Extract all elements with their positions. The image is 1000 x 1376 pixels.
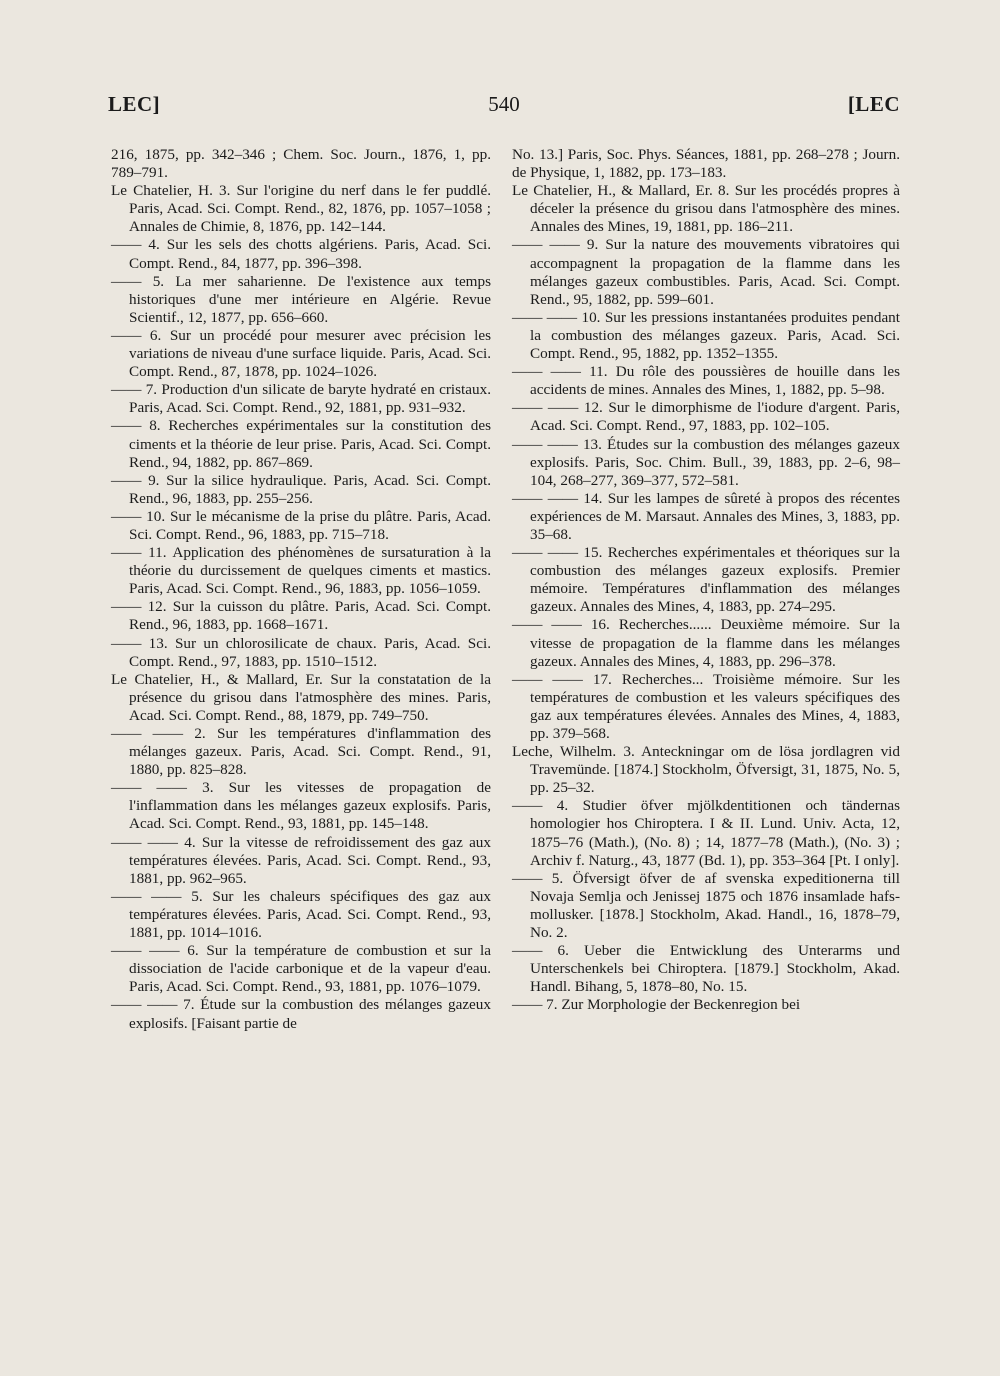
- bibliography-entry: —— 6. Sur un procédé pour mesurer avec précision les variations de niveau d'une surface liquide. Paris, Acad. Sci. Compt. Rend., 87, 1878, pp. 1024–1026.: [111, 326, 491, 381]
- bibliography-entry: —— —— 2. Sur les températures d'inflammation des mélanges gazeux. Paris, Acad. Sci. Compt. Rend., 91, 1880, pp. 825–828.: [111, 725, 491, 779]
- bibliography-entry: —— —— 14. Sur les lampes de sûreté à propos des récentes expériences de M. Marsaut. Annales des Mines, 3, 1883, pp. 35–68.: [512, 489, 900, 543]
- bibliography-entry: —— —— 3. Sur les vitesses de propagation de l'inflammation dans les mélanges gazeux explosifs. Paris, Acad. Sci. Compt. Rend., 93, 1881, pp. 145–148.: [111, 779, 491, 833]
- bibliography-entry: —— —— 11. Du rôle des poussières de houille dans les accidents de mines. Annales des Mines, 1, 1882, pp. 5–98.: [512, 363, 900, 399]
- bibliography-entry: —— —— 17. Recherches... Troisième mémoire. Sur les températures de combustion et les valeurs spécifiques des gaz aux températures élevées. Annales des Mines, 4, 1883, pp. 379–568.: [512, 670, 900, 742]
- bibliography-entry: —— —— 15. Recherches expérimentales et théoriques sur la combustion des mélanges gazeux explosifs. Premier mémoire. Températures d'inflammation des mélanges gazeux. Annales des Mines, 4, 1883, pp. 274–295.: [512, 544, 900, 616]
- bibliography-entry: —— 9. Sur la silice hydraulique. Paris, Acad. Sci. Compt. Rend., 96, 1883, pp. 255–256.: [111, 471, 491, 507]
- bibliography-entry: —— 8. Recherches expérimentales sur la constitution des ciments et la théorie de leur prise. Paris, Acad. Sci. Compt. Rend., 94, 1882, pp. 867–869.: [111, 417, 491, 471]
- bibliography-entry: —— —— 16. Recherches...... Deuxième mémoire. Sur la vitesse de propagation de la flamme dans les mélanges gazeux. Annales des Mines, 4, 1883, pp. 296–378.: [512, 616, 900, 670]
- bibliography-entry: —— —— 12. Sur le dimorphisme de l'iodure d'argent. Paris, Acad. Sci. Compt. Rend., 97, 1883, pp. 102–105.: [512, 399, 900, 435]
- bibliography-entry: —— 10. Sur le mécanisme de la prise du plâtre. Paris, Acad. Sci. Compt. Rend., 96, 1883, pp. 715–718.: [111, 507, 491, 543]
- page-number: 540: [488, 92, 520, 116]
- bibliography-entry: —— —— 4. Sur la vitesse de refroidissement des gaz aux températures élevées. Paris, Acad. Sci. Compt. Rend., 93, 1881, pp. 962–965.: [111, 833, 491, 887]
- bibliography-entry: —— 5. Öfversigt öfver de af svenska expeditionerna till Novaja Semlja och Jenissej 1875 och 1876 insamlade hafs-mollusker. [1878.] Stockholm, Akad. Handl., 16, 1878–79, No. 2.: [512, 869, 900, 942]
- bibliography-entry: —— 5. La mer saharienne. De l'existence aux temps historiques d'une mer intérieure en Algérie. Revue Scientif., 12, 1877, pp. 656–660.: [111, 272, 491, 326]
- bibliography-entry: —— —— 10. Sur les pressions instantanées produites pendant la combustion des mélanges gazeux. Paris, Acad. Sci. Compt. Rend., 95, 1882, pp. 1352–1355.: [512, 308, 900, 363]
- bibliography-entry: —— —— 7. Étude sur la combustion des mélanges gazeux explosifs. [Faisant partie de: [111, 996, 491, 1032]
- bibliography-entry: —— 7. Production d'un silicate de baryte hydraté en cristaux. Paris, Acad. Sci. Compt. Rend., 92, 1881, pp. 931–932.: [111, 381, 491, 417]
- bibliography-entry: —— —— 5. Sur les chaleurs spécifiques des gaz aux températures élevées. Paris, Acad. Sci. Compt. Rend., 93, 1881, pp. 1014–1016.: [111, 887, 491, 942]
- right-column: [512, 146, 900, 1015]
- bibliography-entry: —— 7. Zur Morphologie der Beckenregion bei: [512, 996, 801, 1014]
- bibliography-entry: Le Chatelier, H., & Mallard, Er. Sur la constatation de la présence du grisou dans l'atmosphère des mines. Paris, Acad. Sci. Compt. Rend., 88, 1879, pp. 749–750.: [111, 670, 491, 724]
- bibliography-entry: 216, 1875, pp. 342–346 ; Chem. Soc. Journ., 1876, 1, pp. 789–791.: [111, 146, 491, 182]
- bibliography-entry: —— —— 9. Sur la nature des mouvements vibratoires qui accompagnent la propagation de la flamme dans les mélanges gazeux combustibles. Paris, Acad. Sci. Compt. Rend., 95, 1882, pp. 599–601.: [512, 236, 900, 308]
- bibliography-entry: —— —— 13. Études sur la combustion des mélanges gazeux explosifs. Paris, Soc. Chim. Bull., 39, 1883, pp. 2–6, 98–104, 268–277, 369–377, 572–581.: [512, 435, 900, 489]
- bibliography-entry: Le Chatelier, H., & Mallard, Er. 8. Sur les procédés propres à déceler la présence du grisou dans l'atmosphère des mines. Annales des Mines, 19, 1881, pp. 186–211.: [512, 182, 900, 236]
- bibliography-entry: —— —— 6. Sur la température de combustion et sur la dissociation de l'acide carbonique et de la vapeur d'eau. Paris, Acad. Sci. Compt. Rend., 93, 1881, pp. 1076–1079.: [111, 942, 491, 996]
- bibliography-entry: —— 13. Sur un chlorosilicate de chaux. Paris, Acad. Sci. Compt. Rend., 97, 1883, pp. 1510–1512.: [111, 634, 491, 670]
- bibliography-entry: —— 12. Sur la cuisson du plâtre. Paris, Acad. Sci. Compt. Rend., 96, 1883, pp. 1668–1671.: [111, 598, 491, 634]
- bibliography-entry: Le Chatelier, H. 3. Sur l'origine du nerf dans le fer puddlé. Paris, Acad. Sci. Compt. Rend., 82, 1876, pp. 1057–1058 ; Annales de Chimie, 8, 1876, pp. 142–144.: [111, 182, 491, 236]
- left-column: [111, 146, 491, 1033]
- running-head-right: [LEC: [847, 92, 900, 116]
- running-head-left: LEC]: [108, 92, 161, 116]
- bibliography-entry: —— 4. Sur les sels des chotts algériens. Paris, Acad. Sci. Compt. Rend., 84, 1877, pp. 396–398.: [111, 236, 491, 272]
- bibliography-entry: No. 13.] Paris, Soc. Phys. Séances, 1881, pp. 268–278 ; Journ. de Physique, 1, 1882, pp. 173–183.: [512, 146, 900, 182]
- bibliography-entry: Leche, Wilhelm. 3. Anteckningar om de lösa jordlagren vid Travemünde. [1874.] Stockholm, Öfversigt, 31, 1875, No. 5, pp. 25–32.: [512, 743, 900, 797]
- page-header: [108, 92, 900, 126]
- bibliography-entry: —— 6. Ueber die Entwicklung des Unterarms und Unterschenkels bei Chiroptera. [1879.] Stockholm, Akad. Handl. Bihang, 5, 1878–80, No. 15.: [512, 942, 900, 996]
- bibliography-entry: —— 11. Application des phénomènes de sursaturation à la théorie du durcissement de quelques ciments et mastics. Paris, Acad. Sci. Compt. Rend., 96, 1883, pp. 1056–1059.: [111, 544, 491, 598]
- bibliography-entry: —— 4. Studier öfver mjölkdentitionen och tändernas homologier hos Chiroptera. I & II. Lund. Univ. Acta, 12, 1875–76 (Math.), (No. 8) ; 14, 1877–78 (Math.), (No. 3) ; Archiv f. Naturg., 43, 1877 (Bd. 1), pp. 353–364 [Pt. I only].: [512, 797, 900, 869]
